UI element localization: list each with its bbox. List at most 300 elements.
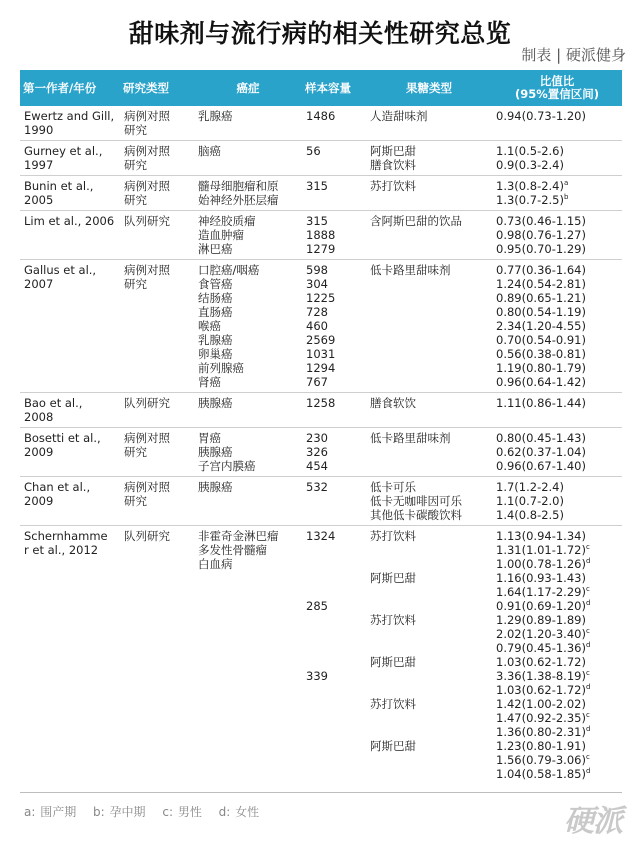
odds-ratio-value: [496, 683, 619, 697]
odds-ratio-text: 1.47(0.92-2.35): [496, 711, 586, 725]
sample-size-text: [306, 627, 363, 641]
author-text: 1990: [24, 123, 54, 137]
sample-size-text: 598: [306, 263, 328, 277]
sample-size-text: 1294: [306, 361, 336, 375]
odds-ratio-value: [496, 347, 619, 361]
study-type-cell: [120, 477, 194, 526]
study-type-text: 队列研究: [124, 529, 170, 543]
odds-ratio-cell: [492, 141, 622, 176]
cancer-cell: [194, 428, 302, 477]
sample-size-text: [306, 571, 363, 585]
sample-size-text: 1888: [306, 228, 336, 242]
author-cell: [20, 477, 120, 526]
sugar-type-text: [370, 557, 489, 571]
sugar-type-text: [370, 711, 489, 725]
odds-ratio-cell: [492, 477, 622, 526]
author-text: Bosetti et al.,: [24, 431, 101, 445]
author-cell: [20, 211, 120, 260]
author-text: 2009: [24, 445, 54, 459]
odds-ratio-text: 1.23(0.80-1.91): [496, 739, 586, 753]
odds-ratio-value: [496, 109, 619, 123]
odds-ratio-text: 0.62(0.37-1.04): [496, 445, 586, 459]
footnote-d: d: 女性: [218, 805, 260, 819]
cancer-cell: [194, 477, 302, 526]
footnote-marker: c: [585, 669, 590, 677]
odds-ratio-value: [496, 571, 619, 585]
sample-size-text: 1225: [306, 291, 336, 305]
table-row: [20, 477, 622, 526]
odds-ratio-text: 1.13(0.94-1.34): [496, 529, 586, 543]
sugar-type-text: 苏打饮料: [370, 179, 416, 193]
sugar-type-text: 含阿斯巴甜的饮品: [370, 214, 462, 228]
odds-ratio-text: 1.1(0.7-2.0): [496, 494, 564, 508]
odds-ratio-text: 1.00(0.78-1.26): [496, 557, 586, 571]
odds-ratio-value: [496, 305, 619, 319]
sample-size-text: [306, 683, 363, 697]
odds-ratio-text: 0.80(0.45-1.43): [496, 431, 586, 445]
sugar-type-text: [370, 543, 489, 557]
sample-size-cell: [302, 477, 366, 526]
sugar-type-text: [370, 585, 489, 599]
cancer-text: 非霍奇金淋巴瘤: [198, 529, 279, 543]
cancer-text: 胰腺癌: [198, 480, 233, 494]
author-text: 2007: [24, 277, 54, 291]
study-type-text: 研究: [124, 158, 147, 172]
header-cancer: 癌症: [194, 70, 302, 106]
footnote-marker: a: [564, 179, 569, 187]
footnote-marker: d: [585, 683, 591, 691]
sample-size-text: [306, 711, 363, 725]
odds-ratio-text: 2.02(1.20-3.40): [496, 627, 586, 641]
sugar-type-text: 人造甜味剂: [370, 109, 428, 123]
sample-size-text: 230: [306, 431, 328, 445]
footnote-marker: d: [585, 557, 591, 565]
odds-ratio-value: [496, 263, 619, 277]
odds-ratio-text: 1.11(0.86-1.44): [496, 396, 586, 410]
sample-size-text: [306, 655, 363, 669]
sugar-type-text: [370, 627, 489, 641]
study-type-cell: [120, 211, 194, 260]
table-row: [20, 141, 622, 176]
table-header-row: [20, 70, 622, 106]
cancer-text: 白血病: [198, 557, 233, 571]
table-row: [20, 106, 622, 141]
footnote-marker: c: [585, 753, 590, 761]
sugar-type-text: 膳食饮料: [370, 158, 416, 172]
study-type-text: 研究: [124, 193, 147, 207]
odds-ratio-text: 1.24(0.54-2.81): [496, 277, 586, 291]
page-title: 甜味剂与流行病的相关性研究总览: [128, 19, 512, 48]
sample-size-text: 767: [306, 375, 328, 389]
footnote-marker: c: [585, 543, 590, 551]
study-type-text: 病例对照: [124, 431, 170, 445]
header-odds-ratio: [492, 70, 622, 106]
odds-ratio-value: [496, 641, 619, 655]
study-type-text: 队列研究: [124, 396, 170, 410]
odds-ratio-text: 1.64(1.17-2.29): [496, 585, 586, 599]
cancer-text: 喉癌: [198, 319, 221, 333]
odds-ratio-text: 0.89(0.65-1.21): [496, 291, 586, 305]
cancer-text: 前列腺癌: [198, 361, 244, 375]
sugar-type-cell: [366, 393, 492, 428]
cancer-cell: [194, 141, 302, 176]
sample-size-text: 2569: [306, 333, 336, 347]
odds-ratio-value: [496, 144, 619, 158]
odds-ratio-text: 0.56(0.38-0.81): [496, 347, 586, 361]
odds-ratio-value: [496, 333, 619, 347]
study-type-cell: [120, 176, 194, 211]
table-row: [20, 260, 622, 393]
sample-size-text: 304: [306, 277, 328, 291]
odds-ratio-value: [496, 585, 619, 599]
odds-ratio-text: 1.56(0.79-3.06): [496, 753, 586, 767]
sample-size-cell: [302, 141, 366, 176]
footnote-marker: c: [585, 627, 590, 635]
odds-ratio-value: [496, 767, 619, 781]
study-type-text: 研究: [124, 445, 147, 459]
cancer-text: 乳腺癌: [198, 333, 233, 347]
sugar-type-cell: [366, 428, 492, 477]
sample-size-cell: [302, 526, 366, 785]
odds-ratio-value: [496, 228, 619, 242]
sugar-type-cell: [366, 526, 492, 785]
study-table: [20, 70, 622, 784]
cancer-text: 子宫内膜癌: [198, 459, 256, 473]
study-type-text: 研究: [124, 494, 147, 508]
odds-ratio-value: [496, 480, 619, 494]
author-cell: [20, 176, 120, 211]
sugar-type-text: [370, 725, 489, 739]
footnote-marker: c: [585, 711, 590, 719]
sugar-type-cell: [366, 260, 492, 393]
cancer-text: 肾癌: [198, 375, 221, 389]
odds-ratio-value: [496, 179, 619, 193]
author-cell: [20, 428, 120, 477]
sugar-type-text: 阿斯巴甜: [370, 655, 416, 669]
study-type-text: 病例对照: [124, 109, 170, 123]
table-row: [20, 393, 622, 428]
header-sample-size: 样本容量: [302, 70, 366, 106]
odds-ratio-text: 1.03(0.62-1.72): [496, 655, 586, 669]
odds-ratio-cell: [492, 526, 622, 785]
odds-ratio-text: 1.03(0.62-1.72): [496, 683, 586, 697]
study-type-cell: [120, 106, 194, 141]
footnote-a: a: 围产期: [24, 805, 77, 819]
author-text: Bao et al.,: [24, 396, 83, 410]
sample-size-text: 460: [306, 319, 328, 333]
sugar-type-text: [370, 767, 489, 781]
odds-ratio-value: [496, 557, 619, 571]
odds-ratio-value: [496, 697, 619, 711]
odds-ratio-value: [496, 431, 619, 445]
study-type-cell: [120, 428, 194, 477]
odds-ratio-value: [496, 529, 619, 543]
header-study-type: 研究类型: [120, 70, 194, 106]
odds-ratio-text: 0.77(0.36-1.64): [496, 263, 586, 277]
sugar-type-cell: [366, 106, 492, 141]
odds-ratio-value: [496, 508, 619, 522]
odds-ratio-text: 1.3(0.8-2.4): [496, 179, 564, 193]
sugar-type-text: 低卡可乐: [370, 480, 416, 494]
odds-ratio-cell: [492, 211, 622, 260]
odds-ratio-value: [496, 361, 619, 375]
sugar-type-text: 低卡路里甜味剂: [370, 263, 451, 277]
sample-size-text: 1258: [306, 396, 336, 410]
study-type-text: 病例对照: [124, 480, 170, 494]
cancer-text: 髓母细胞瘤和原: [198, 179, 279, 193]
sugar-type-cell: [366, 477, 492, 526]
odds-ratio-cell: [492, 260, 622, 393]
sample-size-text: 532: [306, 480, 328, 494]
credit-line: 制表 | 硬派健身: [521, 46, 626, 64]
sugar-type-text: 阿斯巴甜: [370, 144, 416, 158]
sample-size-text: 339: [306, 669, 328, 683]
sample-size-cell: [302, 176, 366, 211]
sugar-type-text: 低卡路里甜味剂: [370, 431, 451, 445]
study-type-cell: [120, 526, 194, 785]
odds-ratio-value: [496, 739, 619, 753]
author-cell: [20, 526, 120, 785]
cancer-text: 造血肿瘤: [198, 228, 244, 242]
odds-ratio-text: 1.7(1.2-2.4): [496, 480, 564, 494]
sugar-type-text: 其他低卡碳酸饮料: [370, 508, 462, 522]
footnote-marker: c: [585, 585, 590, 593]
sample-size-text: 285: [306, 599, 328, 613]
sugar-type-cell: [366, 211, 492, 260]
header-ci-label: (95%置信区间): [514, 87, 600, 101]
odds-ratio-value: [496, 214, 619, 228]
odds-ratio-value: [496, 753, 619, 767]
odds-ratio-text: 0.73(0.46-1.15): [496, 214, 586, 228]
sample-size-cell: [302, 211, 366, 260]
study-type-text: 病例对照: [124, 179, 170, 193]
author-cell: [20, 106, 120, 141]
header-author: 第一作者/年份: [20, 70, 120, 106]
footnote-marker: d: [585, 767, 591, 775]
sugar-type-text: [370, 599, 489, 613]
author-text: Gurney et al.,: [24, 144, 103, 158]
odds-ratio-value: [496, 494, 619, 508]
sugar-type-text: 阿斯巴甜: [370, 571, 416, 585]
study-type-text: 队列研究: [124, 214, 170, 228]
odds-ratio-text: 1.4(0.8-2.5): [496, 508, 564, 522]
watermark-logo: 硬派: [564, 804, 622, 839]
footnote-c: c: 男性: [162, 805, 202, 819]
odds-ratio-value: [496, 193, 619, 207]
footer-divider: [20, 792, 622, 793]
sample-size-text: [306, 641, 363, 655]
footnote-marker: d: [585, 641, 591, 649]
odds-ratio-text: 0.96(0.64-1.42): [496, 375, 586, 389]
author-text: 2009: [24, 494, 54, 508]
footnote-marker: b: [564, 193, 569, 201]
odds-ratio-value: [496, 396, 619, 410]
cancer-text: 脑癌: [198, 144, 221, 158]
odds-ratio-text: 0.70(0.54-0.91): [496, 333, 586, 347]
cancer-cell: [194, 260, 302, 393]
sample-size-cell: [302, 428, 366, 477]
odds-ratio-value: [496, 242, 619, 256]
header-sugar-type: 果糖类型: [366, 70, 492, 106]
odds-ratio-text: 1.36(0.80-2.31): [496, 725, 586, 739]
footnote-marker: d: [585, 725, 591, 733]
study-type-text: 病例对照: [124, 263, 170, 277]
cancer-text: 胃癌: [198, 431, 221, 445]
cancer-text: 口腔癌/咽癌: [198, 263, 260, 277]
header-odds-ratio-label: 比值比: [539, 74, 575, 88]
sample-size-text: [306, 557, 363, 571]
sugar-type-text: 苏打饮料: [370, 613, 416, 627]
odds-ratio-text: 0.79(0.45-1.36): [496, 641, 586, 655]
odds-ratio-value: [496, 158, 619, 172]
odds-ratio-value: [496, 627, 619, 641]
cancer-text: 卵巢癌: [198, 347, 233, 361]
sample-size-cell: [302, 393, 366, 428]
author-text: Chan et al.,: [24, 480, 91, 494]
cancer-cell: [194, 526, 302, 785]
author-text: Ewertz and Gill,: [24, 109, 115, 123]
odds-ratio-value: [496, 277, 619, 291]
odds-ratio-text: 1.31(1.01-1.72): [496, 543, 586, 557]
odds-ratio-text: 2.34(1.20-4.55): [496, 319, 586, 333]
sugar-type-text: 膳食软饮: [370, 396, 416, 410]
sample-size-text: 326: [306, 445, 328, 459]
table-row: [20, 211, 622, 260]
study-type-text: 研究: [124, 277, 147, 291]
cancer-cell: [194, 106, 302, 141]
odds-ratio-text: 3.36(1.38-8.19): [496, 669, 586, 683]
sample-size-text: 315: [306, 214, 328, 228]
table-row: [20, 526, 622, 785]
odds-ratio-text: 1.16(0.93-1.43): [496, 571, 586, 585]
odds-ratio-text: 0.9(0.3-2.4): [496, 158, 564, 172]
cancer-text: 多发性骨髓瘤: [198, 543, 267, 557]
study-type-cell: [120, 393, 194, 428]
sample-size-text: [306, 697, 363, 711]
author-cell: [20, 141, 120, 176]
odds-ratio-text: 1.1(0.5-2.6): [496, 144, 564, 158]
sugar-type-cell: [366, 176, 492, 211]
odds-ratio-value: [496, 445, 619, 459]
sample-size-text: 1279: [306, 242, 336, 256]
odds-ratio-value: [496, 543, 619, 557]
sugar-type-text: [370, 753, 489, 767]
author-cell: [20, 260, 120, 393]
sugar-type-text: 阿斯巴甜: [370, 739, 416, 753]
author-text: Bunin et al.,: [24, 179, 94, 193]
sample-size-text: 1324: [306, 529, 336, 543]
sample-size-text: [306, 613, 363, 627]
odds-ratio-cell: [492, 106, 622, 141]
odds-ratio-cell: [492, 393, 622, 428]
odds-ratio-value: [496, 599, 619, 613]
odds-ratio-cell: [492, 428, 622, 477]
footnote-b: b: 孕中期: [93, 805, 146, 819]
author-cell: [20, 393, 120, 428]
odds-ratio-text: 1.19(0.80-1.79): [496, 361, 586, 375]
odds-ratio-text: 1.3(0.7-2.5): [496, 193, 564, 207]
sugar-type-text: [370, 669, 489, 683]
sample-size-text: [306, 543, 363, 557]
odds-ratio-value: [496, 711, 619, 725]
author-text: 1997: [24, 158, 54, 172]
odds-ratio-value: [496, 319, 619, 333]
study-type-text: 病例对照: [124, 144, 170, 158]
odds-ratio-value: [496, 669, 619, 683]
cancer-text: 胰腺癌: [198, 445, 233, 459]
sample-size-text: 56: [306, 144, 321, 158]
cancer-text: 食管癌: [198, 277, 233, 291]
odds-ratio-text: 0.91(0.69-1.20): [496, 599, 586, 613]
cancer-text: 始神经外胚层瘤: [198, 193, 279, 207]
study-type-cell: [120, 141, 194, 176]
sample-size-text: 1031: [306, 347, 336, 361]
sugar-type-text: 苏打饮料: [370, 529, 416, 543]
study-type-text: 研究: [124, 123, 147, 137]
odds-ratio-value: [496, 459, 619, 473]
sample-size-text: [306, 725, 363, 739]
footnote-marker: d: [585, 599, 591, 607]
odds-ratio-text: 1.42(1.00-2.02): [496, 697, 586, 711]
odds-ratio-text: 0.96(0.67-1.40): [496, 459, 586, 473]
sample-size-text: 728: [306, 305, 328, 319]
table-row: [20, 428, 622, 477]
sugar-type-text: [370, 683, 489, 697]
sample-size-cell: [302, 106, 366, 141]
sugar-type-text: [370, 641, 489, 655]
odds-ratio-text: 1.04(0.58-1.85): [496, 767, 586, 781]
cancer-text: 淋巴癌: [198, 242, 233, 256]
cancer-cell: [194, 211, 302, 260]
odds-ratio-value: [496, 725, 619, 739]
author-text: Lim et al., 2006: [24, 214, 115, 228]
footnotes: [24, 803, 271, 820]
odds-ratio-value: [496, 655, 619, 669]
sample-size-text: 315: [306, 179, 328, 193]
sample-size-text: 1486: [306, 109, 336, 123]
odds-ratio-cell: [492, 176, 622, 211]
sample-size-cell: [302, 260, 366, 393]
table-row: [20, 176, 622, 211]
odds-ratio-value: [496, 613, 619, 627]
cancer-cell: [194, 393, 302, 428]
sugar-type-text: 苏打饮料: [370, 697, 416, 711]
sugar-type-text: 低卡无咖啡因可乐: [370, 494, 462, 508]
cancer-text: 神经胶质瘤: [198, 214, 256, 228]
cancer-text: 结肠癌: [198, 291, 233, 305]
sample-size-text: [306, 585, 363, 599]
author-text: 2008: [24, 410, 54, 424]
author-text: Schernhamme: [24, 529, 108, 543]
table-body: [20, 106, 622, 784]
author-text: 2005: [24, 193, 54, 207]
cancer-text: 胰腺癌: [198, 396, 233, 410]
odds-ratio-text: 0.95(0.70-1.29): [496, 242, 586, 256]
odds-ratio-text: 0.98(0.76-1.27): [496, 228, 586, 242]
cancer-cell: [194, 176, 302, 211]
odds-ratio-value: [496, 375, 619, 389]
odds-ratio-text: 1.29(0.89-1.89): [496, 613, 586, 627]
sample-size-text: 454: [306, 459, 328, 473]
cancer-text: 乳腺癌: [198, 109, 233, 123]
odds-ratio-text: 0.94(0.73-1.20): [496, 109, 586, 123]
odds-ratio-value: [496, 291, 619, 305]
study-type-cell: [120, 260, 194, 393]
author-text: r et al., 2012: [24, 543, 99, 557]
cancer-text: 直肠癌: [198, 305, 233, 319]
author-text: Gallus et al.,: [24, 263, 97, 277]
odds-ratio-text: 0.80(0.54-1.19): [496, 305, 586, 319]
